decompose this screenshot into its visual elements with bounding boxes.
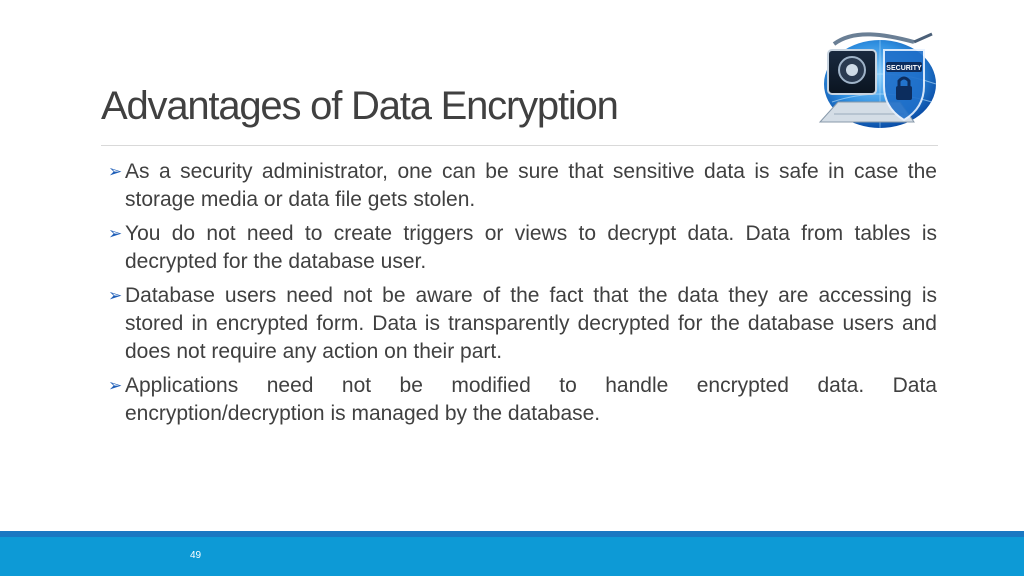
bullet-item bbox=[108, 372, 937, 428]
content-bullet-list bbox=[108, 158, 937, 434]
bullet-text: As a security administrator, one can be sure that sensitive data is safe in case the storage media or data file gets stolen. bbox=[125, 160, 937, 211]
arrow-bullet-icon: ➢ bbox=[108, 376, 123, 395]
security-laptop-shield-icon bbox=[814, 24, 940, 132]
footer-bar bbox=[0, 537, 1024, 576]
bullet-text: Database users need not be aware of the fact that the data they are accessing is stored in encrypted form. Data is transparently decrypted for the database users and does not require any action on their part. bbox=[125, 284, 937, 363]
bullet-text: Applications need not be modified to handle encrypted data. Data encryption/decryption is managed by the database. bbox=[125, 374, 937, 425]
bullet-text: You do not need to create triggers or views to decrypt data. Data from tables is decrypted for the database user. bbox=[125, 222, 937, 273]
bullet-item bbox=[108, 158, 937, 214]
slide-title: Advantages of Data Encryption bbox=[101, 84, 618, 128]
bullet-item bbox=[108, 220, 937, 276]
arrow-bullet-icon: ➢ bbox=[108, 162, 123, 181]
page-number: 49 bbox=[190, 550, 202, 561]
arrow-bullet-icon: ➢ bbox=[108, 224, 123, 243]
arrow-bullet-icon: ➢ bbox=[108, 286, 123, 305]
security-label: SECURITY bbox=[886, 65, 922, 72]
title-divider bbox=[101, 145, 938, 146]
bullet-item bbox=[108, 282, 937, 366]
